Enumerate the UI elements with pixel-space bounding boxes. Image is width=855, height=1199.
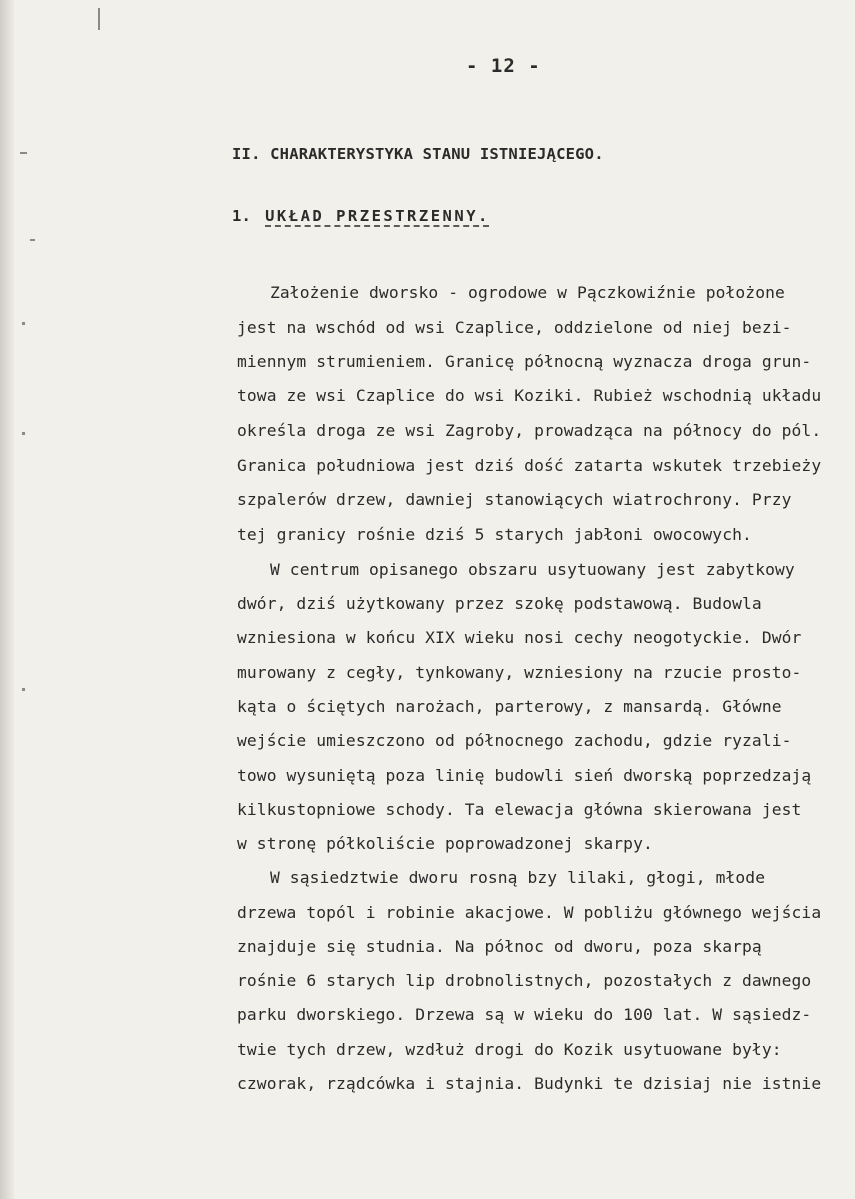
text-line: twie tych drzew, wzdłuż drogi do Kozik usytuowane były:	[237, 1040, 782, 1059]
margin-mark	[98, 8, 100, 30]
text-line: jest na wschód od wsi Czaplice, oddzielone od niej bezi-	[237, 318, 792, 337]
page-left-edge	[0, 0, 14, 1199]
text-line: W sąsiedztwie dworu rosną bzy lilaki, głogi, młode	[270, 868, 766, 887]
section-heading	[232, 207, 490, 225]
text-line: wzniesiona w końcu XIX wieku nosi cechy neogotyckie. Dwór	[237, 628, 802, 647]
section-title: UKŁAD PRZESTRZENNY.	[265, 207, 490, 225]
margin-mark	[30, 239, 35, 241]
text-line: miennym strumieniem. Granicę północną wyznacza droga grun-	[237, 352, 812, 371]
text-line: kilkustopniowe schody. Ta elewacja główna skierowana jest	[237, 800, 802, 819]
text-line: parku dworskiego. Drzewa są w wieku do 100 lat. W sąsiedz-	[237, 1005, 812, 1024]
section-number: 1.	[232, 207, 252, 225]
chapter-heading: II. CHARAKTERYSTYKA STANU ISTNIEJĄCEGO.	[232, 145, 604, 163]
margin-mark	[22, 688, 25, 691]
text-line: w stronę półkoliście poprowadzonej skarpy.	[237, 834, 653, 853]
text-line: Założenie dworsko - ogrodowe w Pączkowiźnie położone	[270, 283, 785, 302]
margin-mark	[22, 432, 25, 435]
margin-mark	[22, 322, 25, 325]
text-line: dwór, dziś użytkowany przez szokę podstawową. Budowla	[237, 594, 762, 613]
text-line: drzewa topól i robinie akacjowe. W pobliżu głównego wejścia	[237, 903, 822, 922]
text-line: Granica południowa jest dziś dość zatarta wskutek trzebieży	[237, 456, 822, 475]
text-line: murowany z cegły, tynkowany, wzniesiony na rzucie prosto-	[237, 663, 802, 682]
text-line: szpalerów drzew, dawniej stanowiących wiatrochrony. Przy	[237, 490, 792, 509]
text-line: rośnie 6 starych lip drobnolistnych, pozostałych z dawnego	[237, 971, 812, 990]
text-line: kąta o ściętych narożach, parterowy, z mansardą. Główne	[237, 697, 782, 716]
page-number: - 12 -	[466, 55, 541, 77]
text-line: określa droga ze wsi Zagroby, prowadząca na północy do pól.	[237, 421, 822, 440]
text-line: towa ze wsi Czaplice do wsi Koziki. Rubież wschodnią układu	[237, 386, 822, 405]
text-line: czworak, rządcówka i stajnia. Budynki te dzisiaj nie istnie	[237, 1074, 822, 1093]
text-line: towo wysuniętą poza linię budowli sień dworską poprzedzają	[237, 766, 812, 785]
margin-mark	[20, 152, 27, 154]
text-line: tej granicy rośnie dziś 5 starych jabłoni owocowych.	[237, 525, 752, 544]
text-line: wejście umieszczono od północnego zachodu, gdzie ryzali-	[237, 731, 792, 750]
text-line: W centrum opisanego obszaru usytuowany jest zabytkowy	[270, 560, 795, 579]
text-line: znajduje się studnia. Na północ od dworu, poza skarpą	[237, 937, 762, 956]
